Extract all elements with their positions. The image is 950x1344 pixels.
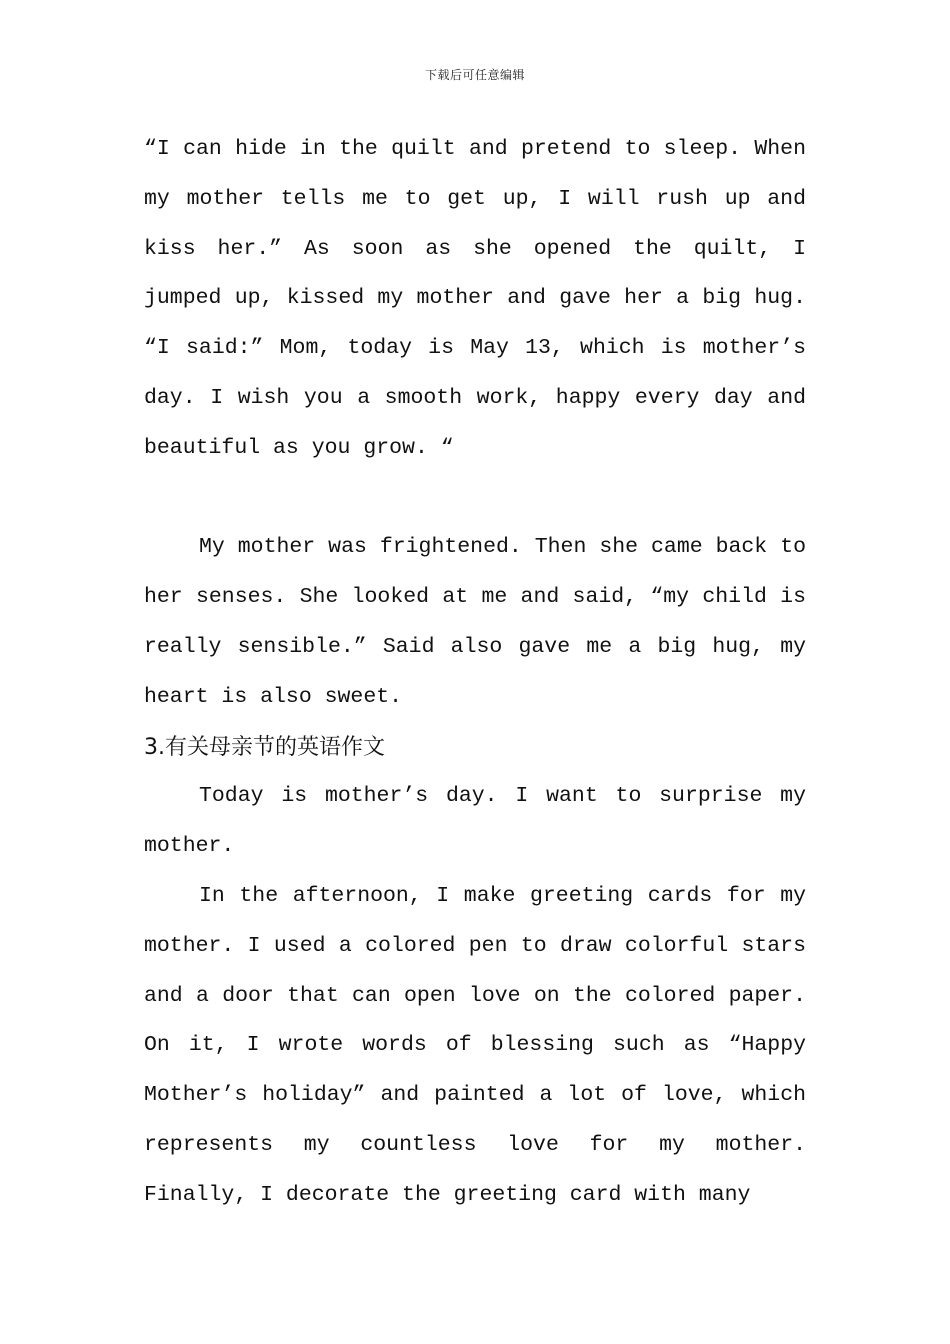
page-header: 下载后可任意编辑 [424,68,525,82]
paragraph-mother-frightened: My mother was frightened. Then she came back to her senses. She looked at me and said, “my child is really sensible.” Said also gave me a big hug, my heart is also sweet. [144,535,819,709]
section-heading: 3.有关母亲节的英语作文 [144,734,385,760]
paragraph-dialogue: “I can hide in the quilt and pretend to sleep. When my mother tells me to get up, I will rush up and kiss her.” As soon as she opened the quilt, I jumped up, kissed my mother and gave her a big hug. “I said:” Mom, today is May 13, which is mother’s day. I wish you a smooth work, happy every day and beautiful as you grow. “ [144,137,819,460]
paragraph-spacer [144,474,806,524]
paragraph-mothers-day-intro: Today is mother’s day. I want to surprise my mother. [144,784,819,859]
document-body [144,125,819,1221]
paragraph-greeting-cards: In the afternoon, I make greeting cards for my mother. I used a colored pen to draw colorful stars and a door that can open love on the colored paper. On it, I wrote words of blessing such as “Happy Mother’s holiday” and painted a lot of love, which represents my countless love for my mother. Finally, I decorate the greeting card with many [144,883,819,1207]
